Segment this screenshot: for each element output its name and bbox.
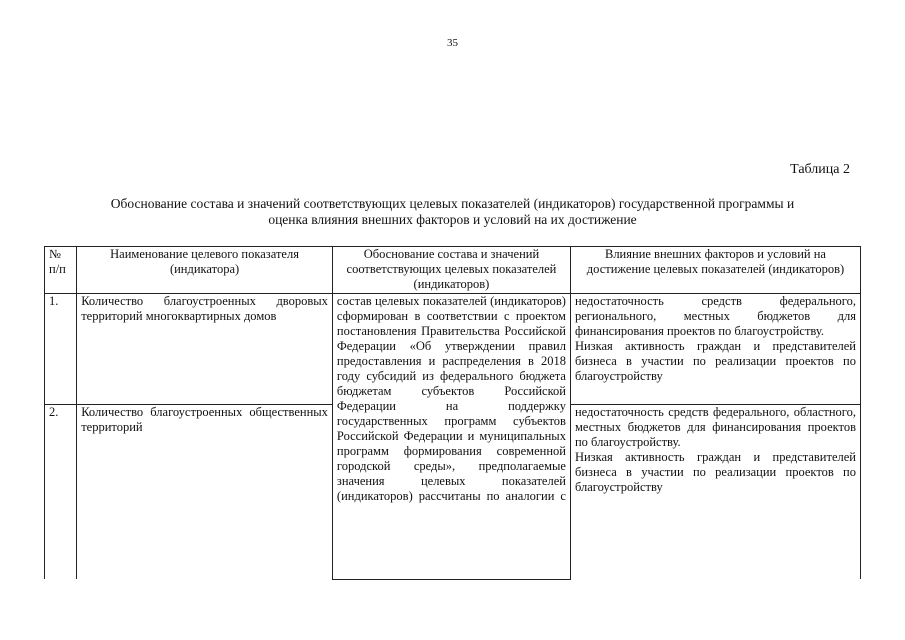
document-title-line-2: оценка влияния внешних факторов и условий на их достижение [268, 212, 637, 227]
row-number: 1. [45, 294, 77, 405]
justification-cell [332, 294, 570, 580]
header-external-factors: Влияние внешних факторов и условий на достижение целевых показателей (индикаторов) [570, 247, 860, 294]
external-factors-p2: Низкая активность граждан и представителей бизнеса в участии по реализации проектов по благоустройству [574, 450, 856, 494]
header-justification: Обоснование состава и значений соответствующих целевых показателей (индикаторов) [332, 247, 570, 294]
justification-text: состав целевых показателей (индикаторов) сформирован в соответствии с проектом постановления Правительства Российской Федерации «Об утверждении правил предоставления и распределения в 2018 году субсидий из федерального бюджета бюджетам субъектов Российской Федерации на поддержку государственных программ субъектов Российской Федерации и муниципальных программ формирования современной городской среды», предполагаемые значения целевых показателей (индикаторов) рассчитаны по аналогии с [336, 294, 566, 503]
row-external-factors [570, 294, 860, 405]
table-label: Таблица 2 [790, 162, 850, 177]
external-factors-p1: недостаточность средств федерального, областного, местных бюджетов для финансирования проектов по благоустройству. [574, 405, 856, 449]
table-header-row [45, 247, 861, 294]
page-number: 35 [447, 37, 458, 49]
indicator-name-text: Количество благоустроенных дворовых территорий многоквартирных домов [81, 294, 328, 323]
header-number: № п/п [45, 247, 77, 294]
row-indicator-name [77, 294, 333, 405]
document-title [60, 196, 845, 228]
external-factors-p2: Низкая активность граждан и представителей бизнеса в участии по реализации проектов по благоустройству [574, 339, 856, 383]
indicator-name-text: Количество благоустроенных общественных территорий [81, 405, 328, 434]
row-external-factors [570, 405, 860, 580]
header-indicator-name: Наименование целевого показателя (индикатора) [77, 247, 333, 294]
document-title-line-1: Обоснование состава и значений соответствующих целевых показателей (индикаторов) государственной программы и [110, 196, 795, 211]
row-indicator-name [77, 405, 333, 580]
indicators-table [44, 246, 861, 580]
row-number: 2. [45, 405, 77, 580]
external-factors-p1: недостаточность средств федерального, регионального, местных бюджетов для финансирования проектов по благоустройству. [574, 294, 856, 338]
table-row [45, 294, 861, 405]
